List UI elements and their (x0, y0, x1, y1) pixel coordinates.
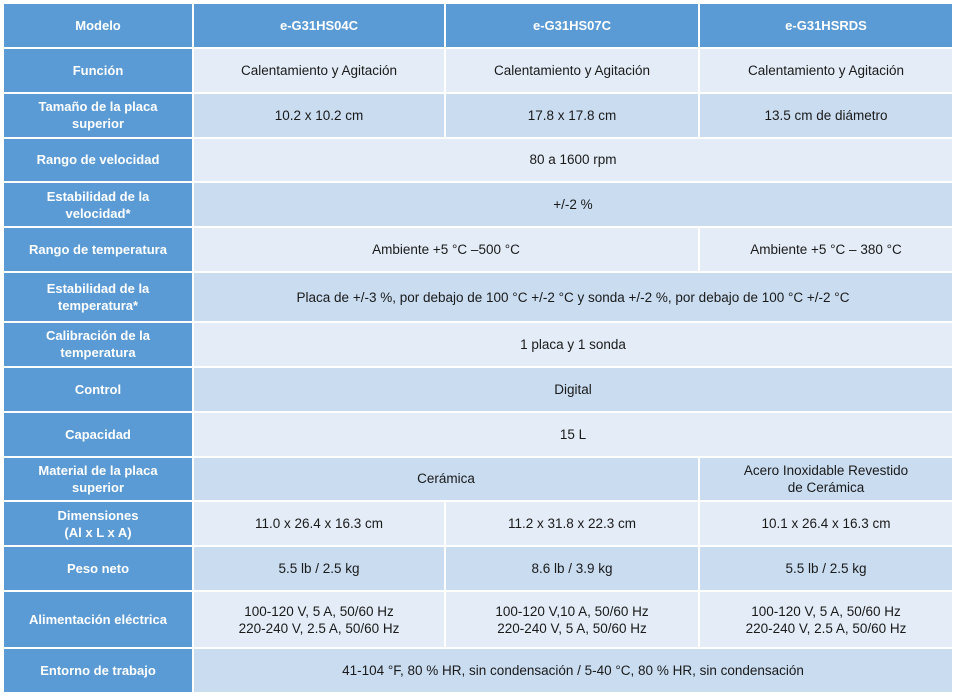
cell-value (194, 592, 444, 647)
cell-value: Calentamiento y Agitación (700, 49, 952, 92)
header-model-1: e-G31HS04C (194, 4, 444, 47)
row-label-line: velocidad* (65, 205, 131, 221)
row-label (4, 323, 192, 366)
row-velocidad (4, 139, 952, 182)
cell-value: 5.5 lb / 2.5 kg (194, 547, 444, 590)
row-alimentacion (4, 592, 952, 647)
cell-value: 41-104 °F, 80 % HR, sin condensación / 5-40 °C, 80 % HR, sin condensación (194, 649, 952, 692)
row-label-line: Estabilidad de la (46, 281, 150, 297)
header-label: Modelo (4, 4, 192, 47)
cell-value: Calentamiento y Agitación (446, 49, 698, 92)
cell-value: 8.6 lb / 3.9 kg (446, 547, 698, 590)
cell-value: 10.1 x 26.4 x 16.3 cm (700, 502, 952, 545)
row-label-line: Tamaño de la placa (38, 99, 158, 115)
cell-value (446, 592, 698, 647)
cell-value (700, 458, 952, 501)
row-label (4, 458, 192, 501)
cell-line: de Cerámica (787, 479, 865, 495)
row-estabilidad-velocidad (4, 183, 952, 226)
row-label: Control (4, 368, 192, 411)
cell-value: Cerámica (194, 458, 698, 501)
specifications-table (2, 2, 954, 694)
row-dimensiones (4, 502, 952, 545)
row-label-line: Estabilidad de la (46, 188, 150, 204)
row-label-line: Dimensiones (57, 507, 139, 523)
cell-line: 220-240 V, 2.5 A, 50/60 Hz (745, 620, 907, 636)
row-label (4, 183, 192, 226)
row-label-line: Calibración de la (45, 328, 151, 344)
row-entorno (4, 649, 952, 692)
row-label: Entorno de trabajo (4, 649, 192, 692)
cell-value: 17.8 x 17.8 cm (446, 94, 698, 137)
cell-value: Placa de +/-3 %, por debajo de 100 °C +/-2 °C y sonda +/-2 %, por debajo de 100 °C +/-2 °C (194, 273, 952, 321)
cell-value: 5.5 lb / 2.5 kg (700, 547, 952, 590)
row-label: Alimentación eléctrica (4, 592, 192, 647)
row-label-line: superior (71, 116, 124, 132)
cell-line: 100-120 V,10 A, 50/60 Hz (495, 603, 649, 619)
row-label: Peso neto (4, 547, 192, 590)
cell-value: 13.5 cm de diámetro (700, 94, 952, 137)
row-capacidad (4, 413, 952, 456)
row-label: Rango de temperatura (4, 228, 192, 271)
row-estabilidad-temperatura (4, 273, 952, 321)
cell-value: 1 placa y 1 sonda (194, 323, 952, 366)
row-label-line: temperatura (60, 345, 136, 361)
header-model-3: e-G31HSRDS (700, 4, 952, 47)
row-tamano (4, 94, 952, 137)
row-label-line: Material de la placa (38, 462, 158, 478)
cell-value: Ambiente +5 °C – 380 °C (700, 228, 952, 271)
cell-value: 11.2 x 31.8 x 22.3 cm (446, 502, 698, 545)
cell-value: 15 L (194, 413, 952, 456)
cell-value: Digital (194, 368, 952, 411)
row-label: Capacidad (4, 413, 192, 456)
row-label: Función (4, 49, 192, 92)
row-control (4, 368, 952, 411)
header-row (4, 4, 952, 47)
row-peso (4, 547, 952, 590)
cell-line: 100-120 V, 5 A, 50/60 Hz (751, 603, 901, 619)
row-label: Rango de velocidad (4, 139, 192, 182)
row-label (4, 502, 192, 545)
cell-value: +/-2 % (194, 183, 952, 226)
row-material (4, 458, 952, 501)
row-label-line: temperatura* (57, 298, 139, 314)
cell-value: Calentamiento y Agitación (194, 49, 444, 92)
cell-value: 11.0 x 26.4 x 16.3 cm (194, 502, 444, 545)
row-label (4, 94, 192, 137)
cell-value: 80 a 1600 rpm (194, 139, 952, 182)
row-label-line: (Al x L x A) (64, 524, 132, 540)
cell-value (700, 592, 952, 647)
row-label-line: superior (71, 479, 124, 495)
cell-line: Acero Inoxidable Revestido (743, 462, 909, 478)
cell-line: 100-120 V, 5 A, 50/60 Hz (244, 603, 394, 619)
row-temperatura (4, 228, 952, 271)
cell-line: 220-240 V, 2.5 A, 50/60 Hz (238, 620, 400, 636)
header-model-2: e-G31HS07C (446, 4, 698, 47)
cell-value: 10.2 x 10.2 cm (194, 94, 444, 137)
cell-line: 220-240 V, 5 A, 50/60 Hz (497, 620, 647, 636)
row-calibracion (4, 323, 952, 366)
cell-value: Ambiente +5 °C –500 °C (194, 228, 698, 271)
row-label (4, 273, 192, 321)
row-funcion (4, 49, 952, 92)
